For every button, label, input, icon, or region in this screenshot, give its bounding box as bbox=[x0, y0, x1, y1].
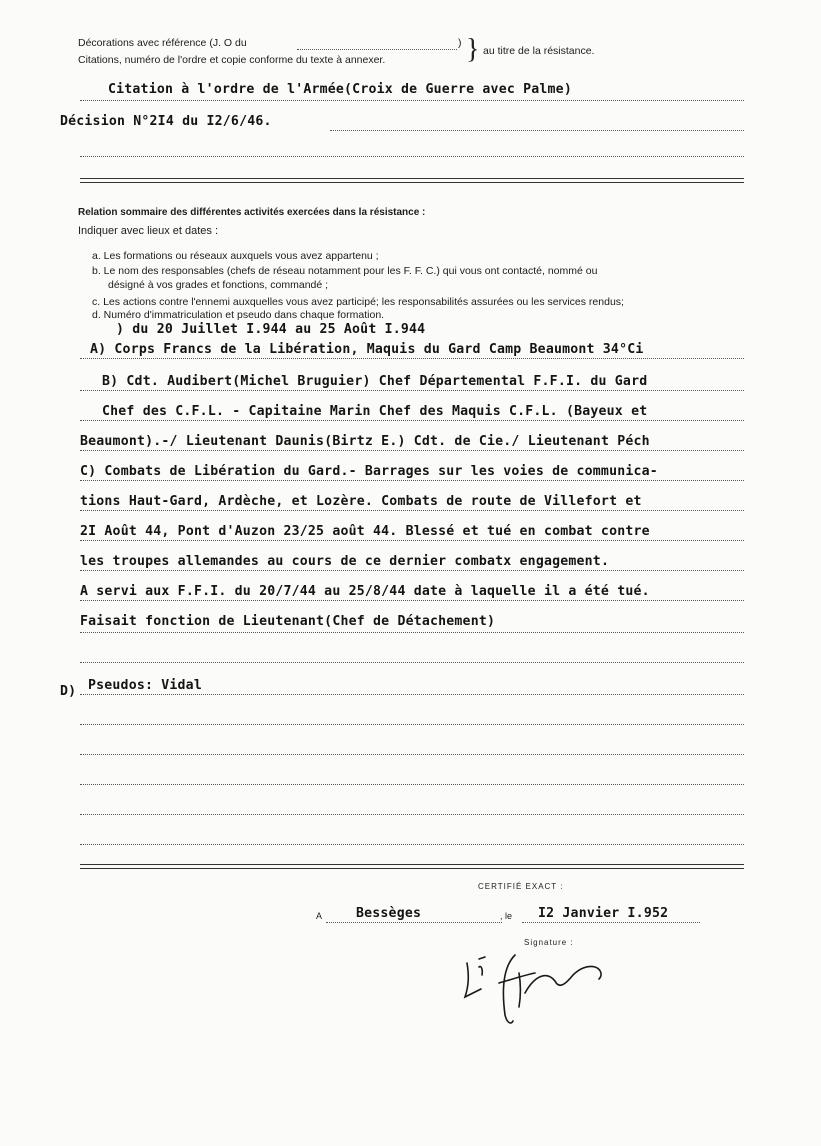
place-line bbox=[326, 922, 502, 923]
typed-line-10: Faisait fonction de Lieutenant(Chef de Détachement) bbox=[80, 614, 496, 629]
typed-line-c: C) Combats de Libération du Gard.- Barrages sur les voies de communica- bbox=[80, 464, 658, 479]
form-line bbox=[80, 358, 744, 359]
form-line bbox=[80, 420, 744, 421]
a-label: A bbox=[316, 911, 323, 921]
typed-line-8 bbox=[80, 554, 609, 569]
form-line bbox=[80, 662, 744, 663]
typed-line-4 bbox=[80, 434, 650, 449]
relation-item-c: c. Les actions contre l'ennemi auxquelles vous avez participé; les responsabilités assurées ou les services rendus; bbox=[92, 296, 624, 308]
typed-line-7: 2I Août 44, Pont d'Auzon 23/25 août 44. Blessé et tué en combat contre bbox=[80, 524, 650, 539]
form-line bbox=[80, 390, 744, 391]
relation-title: Relation sommaire des différentes activités exercées dans la résistance : bbox=[78, 207, 426, 218]
typed-line-b: B) Cdt. Audibert(Michel Bruguier) Chef Départemental F.F.I. du Gard bbox=[102, 374, 648, 389]
form-line bbox=[80, 600, 744, 601]
relation-item-a: a. Les formations ou réseaux auxquels vous avez appartenu ; bbox=[92, 250, 379, 262]
typed-line-6 bbox=[80, 494, 642, 509]
form-line bbox=[80, 100, 744, 101]
typed-pseudos: Pseudos: Vidal bbox=[88, 678, 202, 693]
struck-text: Beaumont).-/ bbox=[80, 434, 178, 449]
double-rule bbox=[80, 864, 744, 869]
relation-item-b: b. Le nom des responsables (chefs de réseau notamment pour les F. F. C.) qui vous ont contacté, nommé ou bbox=[92, 265, 598, 277]
place-value: Bessèges bbox=[356, 906, 422, 921]
struck-text: et bbox=[625, 494, 642, 509]
typed-line-8-end: engagement. bbox=[519, 554, 610, 569]
relation-indiquer: Indiquer avec lieux et dates : bbox=[78, 225, 219, 237]
date-line bbox=[522, 922, 700, 923]
le-label: , le bbox=[500, 911, 513, 921]
form-line bbox=[80, 510, 744, 511]
signature-label: Signature : bbox=[524, 938, 574, 947]
brace-glyph: } bbox=[466, 34, 480, 65]
form-line bbox=[80, 844, 744, 845]
form-line bbox=[80, 450, 744, 451]
struck-text: combatx bbox=[454, 554, 512, 569]
typed-line-6-text: tions Haut-Gard, Ardèche, et Lozère. Combats de route de Villefort bbox=[80, 494, 618, 509]
form-line bbox=[80, 632, 744, 633]
typed-line-4-rest: Lieutenant Daunis(Birtz E.) Cdt. de Cie./ Lieutenant Péch bbox=[185, 434, 650, 449]
form-line bbox=[80, 540, 744, 541]
date-value: I2 Janvier I.952 bbox=[538, 906, 669, 921]
citation-line-1: Citation à l'ordre de l'Armée(Croix de Guerre avec Palme) bbox=[108, 82, 572, 97]
signature-image bbox=[455, 945, 615, 1030]
double-rule bbox=[80, 178, 744, 183]
form-line bbox=[80, 570, 744, 571]
form-line bbox=[80, 694, 744, 695]
decorations-field-line bbox=[297, 49, 457, 50]
form-line bbox=[80, 480, 744, 481]
typed-line-8-text: les troupes allemandes au cours de ce dernier bbox=[80, 554, 447, 569]
form-line bbox=[80, 156, 744, 157]
form-line bbox=[80, 814, 744, 815]
typed-d-prefix: D) bbox=[60, 684, 77, 699]
form-line bbox=[330, 130, 744, 131]
form-line bbox=[80, 754, 744, 755]
form-line bbox=[80, 784, 744, 785]
typed-line-9: A servi aux F.F.I. du 20/7/44 au 25/8/44 date à laquelle il a été tué. bbox=[80, 584, 650, 599]
certifie-exact: CERTIFIÉ EXACT : bbox=[478, 882, 564, 891]
typed-line-a: A) Corps Francs de la Libération, Maquis du Gard Camp Beaumont 34°Ci bbox=[90, 342, 644, 357]
decorations-label: Décorations avec référence (J. O du bbox=[78, 37, 247, 49]
typed-line-3: Chef des C.F.L. - Capitaine Marin Chef des Maquis C.F.L. (Bayeux et bbox=[102, 404, 648, 419]
resistance-label: au titre de la résistance. bbox=[483, 45, 595, 57]
citations-label: Citations, numéro de l'ordre et copie conforme du texte à annexer. bbox=[78, 54, 386, 66]
citation-line-2: Décision N°2I4 du I2/6/46. bbox=[60, 114, 272, 129]
relation-item-b-cont: désigné à vos grades et fonctions, commandé ; bbox=[108, 279, 329, 291]
closing-paren: ) bbox=[458, 37, 462, 49]
typed-line-dates: ) du 20 Juillet I.944 au 25 Août I.944 bbox=[116, 322, 426, 337]
relation-item-d: d. Numéro d'immatriculation et pseudo dans chaque formation. bbox=[92, 309, 385, 321]
form-line bbox=[80, 724, 744, 725]
